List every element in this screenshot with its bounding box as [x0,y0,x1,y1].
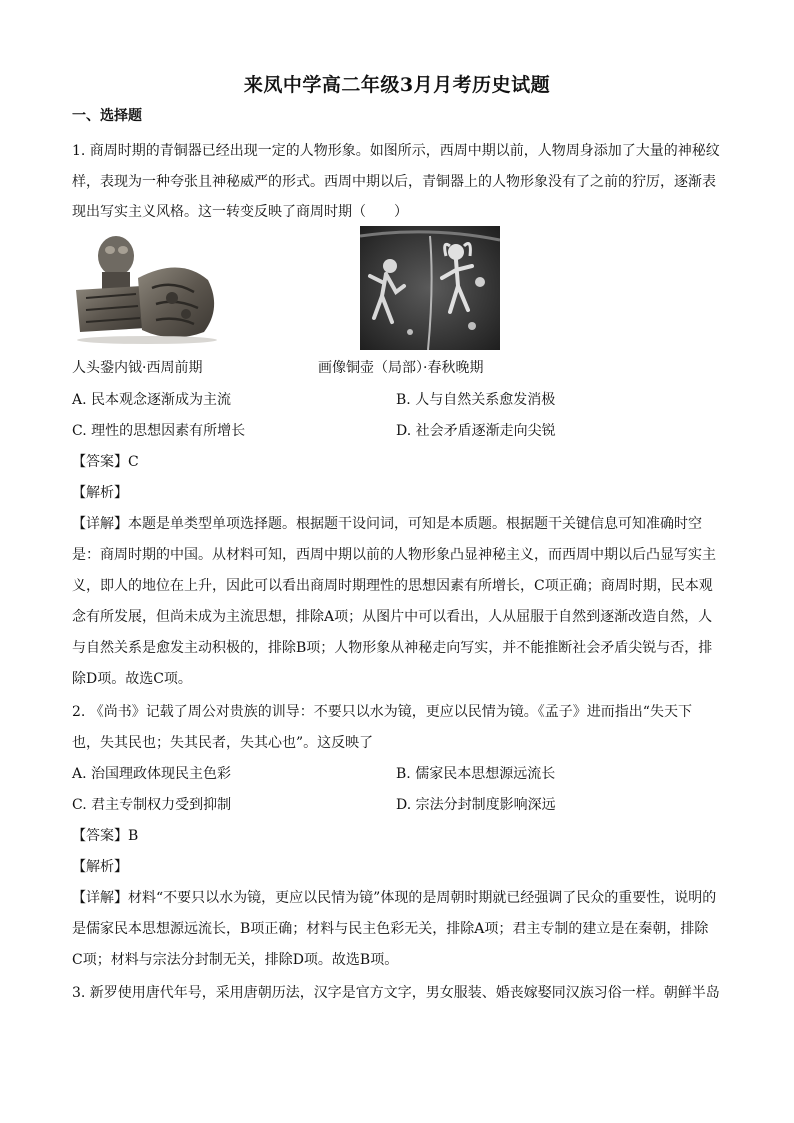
q2-option-d: D. 宗法分封制度影响深远 [396,797,556,813]
q1-option-b: B. 人与自然关系愈发消极 [396,392,556,408]
q2-answer: 【答案】B [72,828,139,844]
q1-analysis-label: 【解析】 [72,485,128,501]
q3-stem-line-1: 3. 新罗使用唐代年号，采用唐朝历法，汉字是官方文字，男女服装、婚丧嫁娶同汉族习俗一样。朝鲜半岛 [72,985,720,1001]
q1-stem-line-3: 现出写实主义风格。这一转变反映了商周时期（ ） [72,204,408,220]
q2-analysis-label: 【解析】 [72,859,128,875]
q2-detail-line-1: 【详解】材料“不要只以水为镜，更应以民情为镜”体现的是周朝时期就已经强调了民众的重要性，说明的 [72,890,717,906]
q1-stem-line-2: 样，表现为一种夸张且神秘威严的形式。西周中期以后，青铜器上的人物形象没有了之前的狞厉，逐渐表 [72,174,716,190]
image1-caption: 人头銎内钺·西周前期 [72,360,203,376]
section-heading: 一、选择题 [72,108,142,124]
q1-detail-line-1: 【详解】本题是单类型单项选择题。根据题干设问词，可知是本质题。根据题干关键信息可知准确时空 [72,516,702,532]
q1-option-a: A. 民本观念逐渐成为主流 [72,392,232,408]
q2-option-c: C. 君主专制权力受到抑制 [72,797,232,813]
q1-option-d: D. 社会矛盾逐渐走向尖锐 [396,423,556,439]
q1-option-c: C. 理性的思想因素有所增长 [72,423,246,439]
q1-detail-line-5: 与自然关系是愈发主动积极的，排除B项；人物形象从神秘走向写实，并不能推断社会矛盾尖锐与否，排 [72,640,713,656]
q2-option-a: A. 治国理政体现民主色彩 [72,766,232,782]
page-title: 来凤中学高二年级3月月考历史试题 [243,74,551,96]
q1-detail-line-6: 除D项。故选C项。 [72,671,192,687]
bronze-pot-image [360,226,500,350]
q1-detail-line-2: 是：商周时期的中国。从材料可知，西周中期以前的人物形象凸显神秘主义，而西周中期以后凸显写实主 [72,547,716,563]
q2-detail-line-3: C项；材料与宗法分封制无关，排除D项。故选B项。 [72,952,399,968]
q2-stem-line-2: 也，失其民也；失其民者，失其心也”。这反映了 [72,735,374,751]
q2-stem-line-1: 2. 《尚书》记载了周公对贵族的训导：不要只以水为镜，更应以民情为镜。《孟子》进而指出“失天下 [72,704,692,720]
q1-detail-line-4: 念有所发展，但尚未成为主流思想，排除A项；从图片中可以看出，人从屈服于自然到逐渐改造自然，人 [72,609,713,625]
q1-stem-line-1: 1. 商周时期的青铜器已经出现一定的人物形象。如图所示，西周中期以前，人物周身添加了大量的神秘纹 [72,143,720,159]
image2-caption: 画像铜壶（局部）·春秋晚期 [318,360,484,376]
q1-answer: 【答案】C [72,454,139,470]
bronze-axe-image [72,228,222,346]
q1-detail-line-3: 义，即人的地位在上升，因此可以看出商周时期理性的思想因素有所增长，C项正确；商周时期，民本观 [72,578,713,594]
q2-detail-line-2: 是儒家民本思想源远流长，B项正确；材料与民主色彩无关，排除A项；君主专制的建立是在秦朝，排除 [72,921,709,937]
q2-option-b: B. 儒家民本思想源远流长 [396,766,556,782]
